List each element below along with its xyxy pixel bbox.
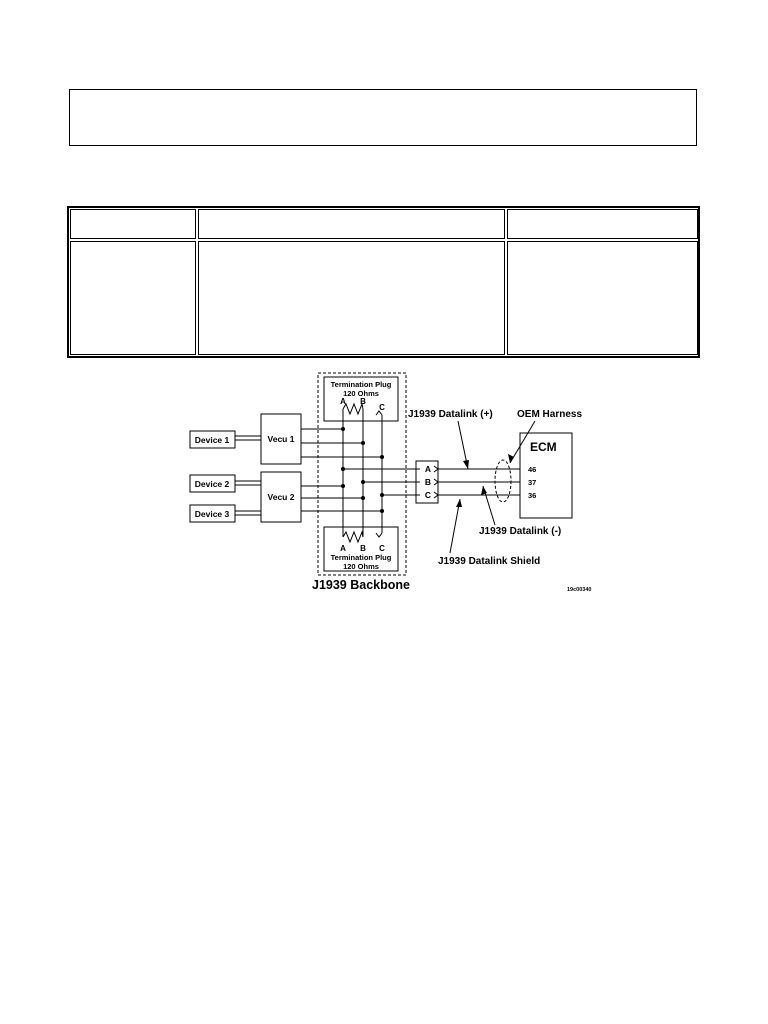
termination-top-pin-a: A xyxy=(340,397,346,406)
termination-top-title: Termination Plug xyxy=(330,380,392,389)
termination-bottom-pin-a: A xyxy=(340,544,346,553)
label-oem-harness: OEM Harness xyxy=(517,409,583,420)
connector-pin-c: C xyxy=(424,490,432,500)
vecu-1-label: Vecu 1 xyxy=(267,434,295,444)
ecm-pin-37: 37 xyxy=(528,478,537,487)
figure-id: 19c00340 xyxy=(567,587,592,593)
backbone-label: J1939 Backbone xyxy=(312,578,410,592)
oem-harness-ellipse xyxy=(495,460,511,502)
ecm-title: ECM xyxy=(530,440,557,454)
device-1-label: Device 1 xyxy=(194,435,230,445)
label-datalink-minus: J1939 Datalink (-) xyxy=(479,526,562,537)
device-2-label: Device 2 xyxy=(194,479,230,489)
termination-bottom-ohms: 120 Ohms xyxy=(343,562,379,571)
ecm-pin-36: 36 xyxy=(528,491,537,500)
termination-top-ohms: 120 Ohms xyxy=(343,389,379,398)
label-datalink-shield: J1939 Datalink Shield xyxy=(438,556,541,567)
termination-top-pin-b: B xyxy=(360,397,366,406)
device-3-label: Device 3 xyxy=(194,509,230,519)
termination-bottom-pin-c: C xyxy=(379,544,385,553)
bottom-resistor-ab xyxy=(343,532,363,542)
termination-top-pin-c: C xyxy=(379,403,385,412)
connector-pin-a: A xyxy=(424,464,432,474)
bottom-resistor-c xyxy=(376,533,382,537)
termination-bottom-title: Termination Plug xyxy=(330,553,392,562)
ecm-pin-46: 46 xyxy=(528,465,537,474)
termination-bottom-pin-b: B xyxy=(360,544,366,553)
vecu-2-label: Vecu 2 xyxy=(267,492,295,502)
label-datalink-plus: J1939 Datalink (+) xyxy=(408,409,493,420)
connector-pin-b: B xyxy=(424,477,432,487)
